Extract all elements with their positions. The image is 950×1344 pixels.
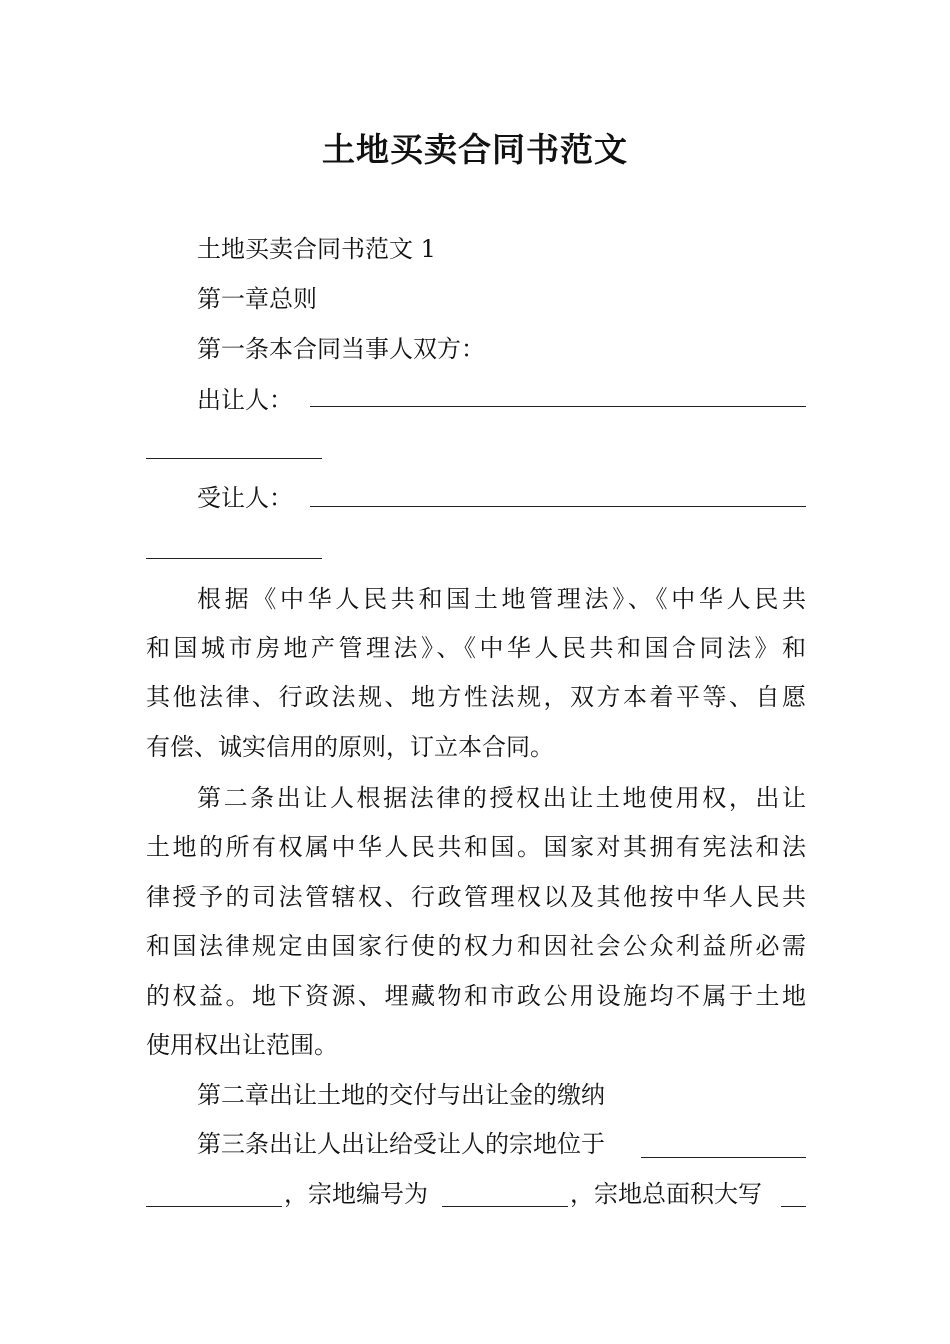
- article-3-line-1: 第三条出让人出让给受让人的宗地位于: [197, 1130, 605, 1158]
- document-subtitle: 土地买卖合同书范文 1: [197, 235, 436, 263]
- parcel-number-blank: [442, 1206, 568, 1207]
- article-2-line-4: 和国法律规定由国家行使的权力和因社会公众利益所必需: [146, 932, 806, 960]
- article-1-text: 第一条本合同当事人双方：: [197, 335, 485, 363]
- chapter-1-heading: 第一章总则: [197, 285, 317, 313]
- grantor-label: 出让人：: [197, 386, 293, 414]
- grantor-blank-line-continued: [146, 458, 322, 459]
- parcel-area-label: ，宗地总面积大写: [570, 1180, 762, 1208]
- parcel-location-blank: [641, 1157, 806, 1158]
- basis-paragraph-line-4: 有偿、诚实信用的原则，订立本合同。: [146, 733, 554, 761]
- article-2-line-3: 律授予的司法管辖权、行政管理权以及其他按中华人民共: [146, 883, 806, 911]
- article-2-line-1: 第二条出让人根据法律的授权出让土地使用权，出让: [197, 784, 806, 812]
- grantee-blank-line: [310, 506, 806, 507]
- parcel-location-blank-continued: [146, 1206, 282, 1207]
- basis-paragraph-line-2: 和国城市房地产管理法》、《中华人民共和国合同法》和: [146, 634, 806, 662]
- article-2-line-6: 使用权出让范围。: [146, 1031, 338, 1059]
- article-2-line-2: 土地的所有权属中华人民共和国。国家对其拥有宪法和法: [146, 833, 806, 861]
- grantor-blank-line: [310, 406, 806, 407]
- chapter-2-heading: 第二章出让土地的交付与出让金的缴纳: [197, 1081, 605, 1109]
- article-2-line-5: 的权益。地下资源、埋藏物和市政公用设施均不属于土地: [146, 982, 806, 1010]
- parcel-area-blank: [781, 1206, 806, 1207]
- grantee-blank-line-continued: [146, 558, 322, 559]
- basis-paragraph-line-3: 其他法律、行政法规、地方性法规，双方本着平等、自愿: [146, 683, 806, 711]
- grantee-label: 受让人：: [197, 484, 293, 512]
- document-title: 土地买卖合同书范文: [322, 130, 628, 169]
- parcel-number-label: ，宗地编号为: [284, 1180, 428, 1208]
- basis-paragraph-line-1: 根据《中华人民共和国土地管理法》、《中华人民共: [197, 585, 806, 613]
